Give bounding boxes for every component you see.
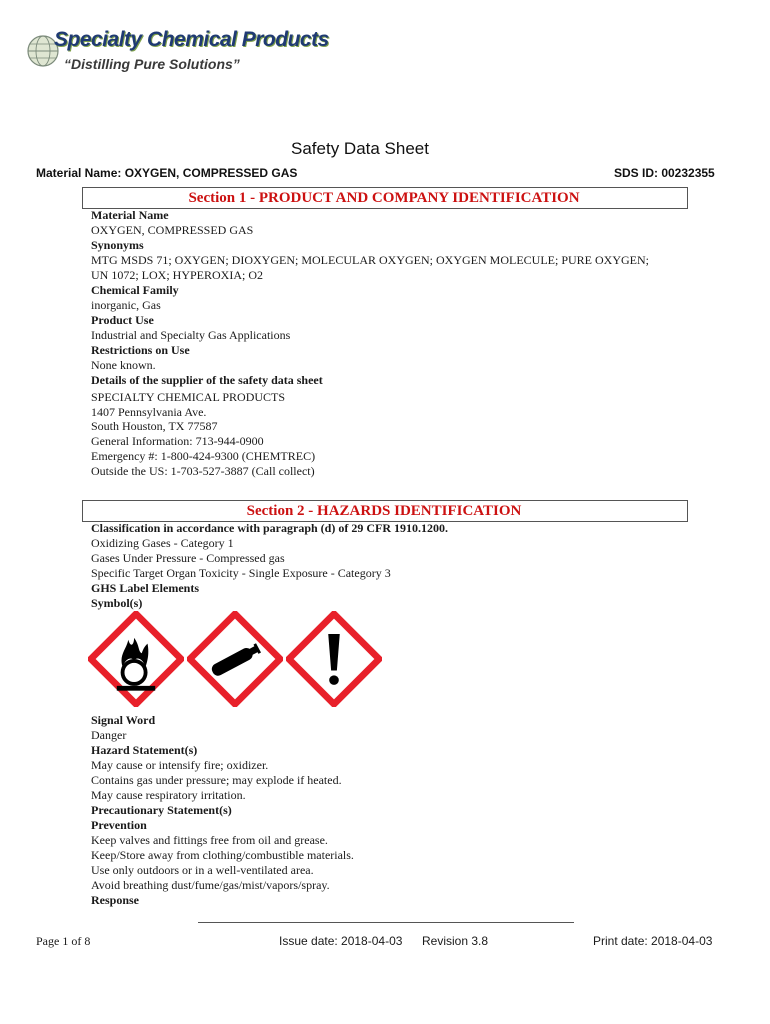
logo-company-name: Specialty Chemical Products (54, 28, 329, 51)
field-label: Symbol(s) (91, 596, 143, 610)
field-value: UN 1072; LOX; HYPEROXIA; O2 (91, 268, 263, 282)
field-value: OXYGEN, COMPRESSED GAS (91, 223, 254, 237)
field-label: Details of the supplier of the safety data sheet (91, 373, 323, 387)
gas-cylinder-icon (187, 611, 283, 707)
logo-tagline: “Distilling Pure Solutions” (64, 56, 240, 72)
field-value: Specific Target Organ Toxicity - Single Exposure - Category 3 (91, 566, 391, 580)
supplier-line: General Information: 713-944-0900 (91, 434, 264, 449)
field-value: Industrial and Specialty Gas Applications (91, 328, 291, 342)
field-label: Prevention (91, 818, 147, 832)
footer-rule (198, 922, 574, 923)
print-date: Print date: 2018-04-03 (593, 934, 713, 948)
field-label: Response (91, 893, 140, 907)
company-logo (26, 28, 329, 88)
field-value: Gases Under Pressure - Compressed gas (91, 551, 285, 565)
field-label: Restrictions on Use (91, 343, 190, 357)
field-label: Precautionary Statement(s) (91, 803, 232, 817)
document-title: Safety Data Sheet (291, 139, 429, 158)
field-label: Classification in accordance with paragraph (d) of 29 CFR 1910.1200. (91, 521, 448, 535)
field-label: Synonyms (91, 238, 144, 252)
supplier-line: 1407 Pennsylvania Ave. (91, 404, 207, 419)
supplier-line: Emergency #: 1-800-424-9300 (CHEMTREC) (91, 448, 316, 463)
field-label: Signal Word (91, 713, 156, 727)
field-value: May cause or intensify fire; oxidizer. (91, 758, 269, 772)
page-number: Page 1 of 8 (36, 934, 91, 948)
field-value: Contains gas under pressure; may explode if heated. (91, 773, 342, 787)
field-value: Oxidizing Gases - Category 1 (91, 536, 234, 550)
field-value: MTG MSDS 71; OXYGEN; DIOXYGEN; MOLECULAR OXYGEN; OXYGEN MOLECULE; PURE OXYGEN; (91, 253, 649, 267)
revision: Revision 3.8 (422, 934, 489, 948)
supplier-line: SPECIALTY CHEMICAL PRODUCTS (91, 390, 286, 404)
field-value: Avoid breathing dust/fume/gas/mist/vapors/spray. (91, 878, 330, 892)
field-label: Product Use (91, 313, 154, 327)
flame-over-circle-icon (88, 611, 184, 707)
field-value: May cause respiratory irritation. (91, 788, 246, 802)
supplier-line: South Houston, TX 77587 (91, 419, 218, 434)
issue-date: Issue date: 2018-04-03 (279, 934, 403, 948)
field-value: None known. (91, 358, 156, 372)
field-value: Keep valves and fittings free from oil and grease. (91, 833, 328, 847)
field-value: Danger (91, 728, 127, 742)
exclamation-mark-icon (286, 611, 382, 707)
field-value: inorganic, Gas (91, 298, 161, 312)
sds-id: SDS ID: 00232355 (614, 166, 715, 180)
section2-title: Section 2 - HAZARDS IDENTIFICATION (246, 503, 522, 519)
field-label: GHS Label Elements (91, 581, 200, 595)
field-value: Use only outdoors or in a well-ventilated area. (91, 863, 314, 877)
field-label: Chemical Family (91, 283, 179, 297)
material-name-header: Material Name: OXYGEN, COMPRESSED GAS (36, 166, 298, 180)
supplier-line: Outside the US: 1-703-527-3887 (Call collect) (91, 463, 315, 478)
field-label: Material Name (91, 208, 169, 222)
field-value: Keep/Store away from clothing/combustible materials. (91, 848, 354, 862)
section1-title: Section 1 - PRODUCT AND COMPANY IDENTIFICATION (188, 190, 580, 206)
field-label: Hazard Statement(s) (91, 743, 198, 757)
